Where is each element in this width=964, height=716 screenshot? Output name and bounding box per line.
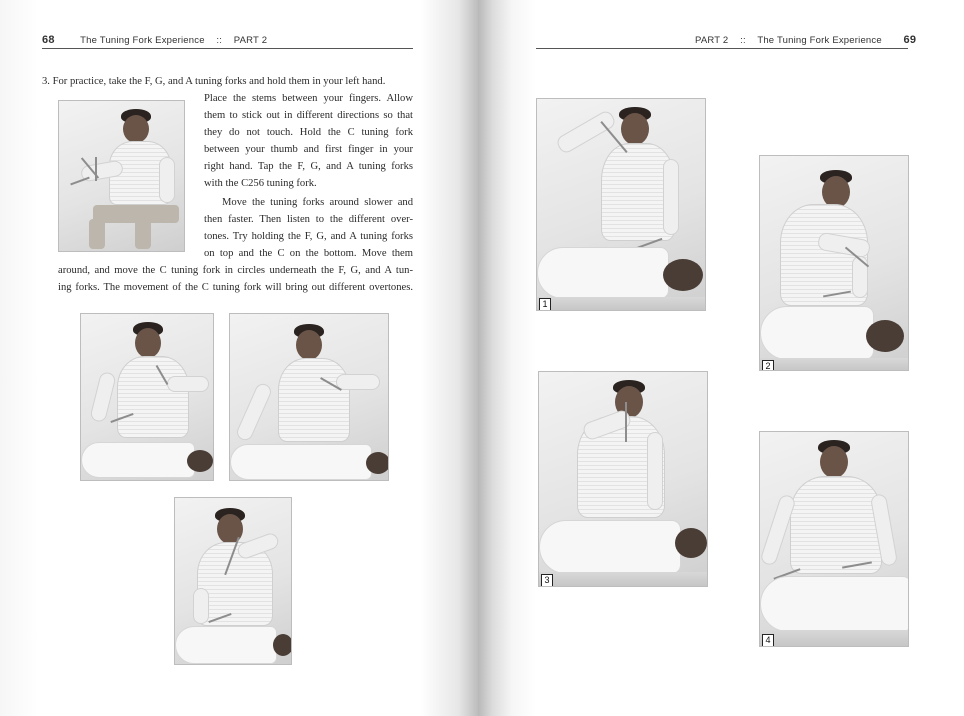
photo-1-label: 1 <box>539 298 551 311</box>
text-line-2: Place the stems between your fingers. Allow <box>204 93 413 104</box>
text-line-5: between your thumb and first finger in your <box>204 144 413 155</box>
left-running-head <box>42 34 267 46</box>
text-line-7: with the C256 tuning fork. <box>204 178 317 189</box>
left-page <box>0 0 478 716</box>
text-line-6: right hand. Tap the F, G, and A tuning forks <box>204 161 413 172</box>
text-line-4: they do not touch. Hold the C tuning fork <box>204 127 413 138</box>
photo-2 <box>759 155 909 371</box>
photo-3-label: 3 <box>541 574 553 587</box>
photo-2-label: 2 <box>762 360 774 371</box>
left-running-separator: :: <box>216 35 223 46</box>
photo-seated-practice <box>58 100 185 252</box>
right-header-rule <box>536 48 908 49</box>
photo-1 <box>536 98 706 311</box>
right-running-section: PART 2 <box>695 35 729 46</box>
right-page <box>478 0 964 716</box>
right-running-head <box>695 34 916 46</box>
photo-3 <box>538 371 708 587</box>
photo-left-a <box>80 313 214 481</box>
left-running-section: PART 2 <box>233 35 268 46</box>
left-running-title: The Tuning Fork Experience <box>80 35 205 46</box>
text-line-9: then faster. Then listen to the different over- <box>204 214 413 225</box>
text-line-11: on top and the C on the bottom. Move them <box>204 248 413 259</box>
left-header-rule <box>42 48 413 49</box>
photo-4 <box>759 431 909 647</box>
right-running-separator: :: <box>740 35 746 46</box>
right-page-number: 69 <box>903 34 917 46</box>
text-line-12: around, and move the C tuning fork in circles underneath the F, G, and A tun- <box>58 265 413 276</box>
photo-left-b <box>229 313 389 481</box>
text-line-13: ing forks. The movement of the C tuning fork will bring out different overtones. <box>58 282 413 293</box>
photo-left-c <box>174 497 292 665</box>
text-line-10: tones. Try holding the F, G, and A tuning forks <box>204 231 413 242</box>
right-running-title: The Tuning Fork Experience <box>757 35 882 46</box>
text-line-3: them to stick out in different directions so that <box>204 110 413 121</box>
left-page-number: 68 <box>42 34 55 46</box>
text-line-8: Move the tuning forks around slower and <box>222 197 413 208</box>
photo-4-label: 4 <box>762 634 774 647</box>
text-line-1: 3. For practice, take the F, G, and A tuning forks and hold them in your left hand. <box>42 76 386 87</box>
